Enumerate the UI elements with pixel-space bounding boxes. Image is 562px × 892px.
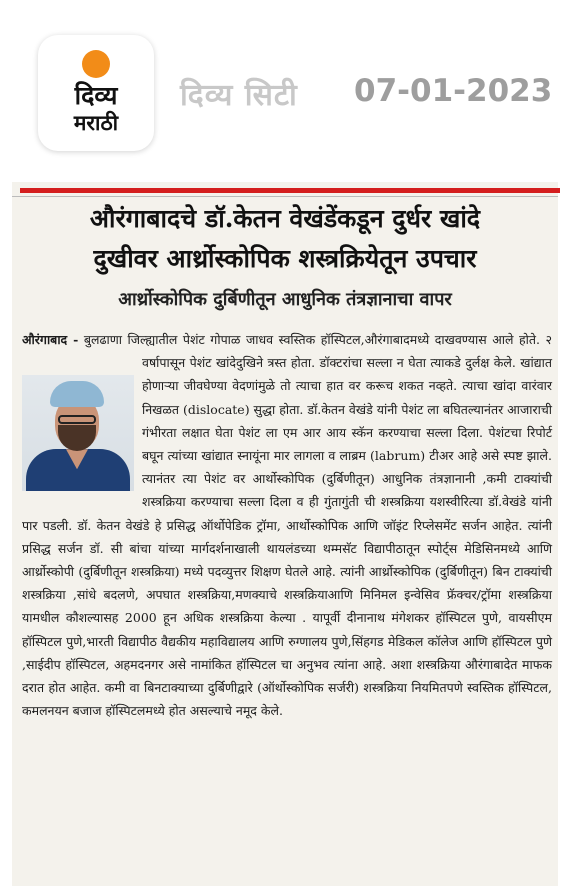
logo-line1: दिव्य <box>74 81 118 110</box>
divya-marathi-logo[interactable] <box>38 35 154 151</box>
subheadline: आर्थ्रोस्कोपिक दुर्बिणीतून आधुनिक तंत्रज्ञानाचा वापर <box>118 289 452 310</box>
headline-line2: दुखीवर आर्थ्रोस्कोपिक शस्त्रक्रियेतून उपचार <box>93 244 477 273</box>
newspaper-clipping <box>12 182 558 886</box>
logo-line2: मराठी <box>73 111 119 135</box>
article-body <box>22 328 552 722</box>
dateline: औरंगाबाद - <box>22 332 79 347</box>
edition-date: 07-01-2023 <box>354 73 553 109</box>
headline-line1: औरंगाबादचे डॉ.केतन वेखंडेंकडून दुर्धर खांदे <box>89 204 481 233</box>
body-intro: बुलढाणा जिल्ह्यातील पेशंट गोपाळ जाधव स्वस्तिक हॉस्पिटल,औरंगाबादमध्ये दाखवण्यास आले होते. २ वर्षापासून पेशंट खांदेदुखिने त्रस्त <box>78 332 552 371</box>
body-main: होता. डॉक्टरांचा सल्ला न घेता त्याकडे दुर्लक्ष केले. खांद्यात होणाऱ्या जीवघेण्या वेदणांमुळे तो त्याचा हात वर करूच शकत नव्हते. त्याचा खांदा वारंवार निखळत (dislocate) सुद्धा होता. डॉ.केतन वेखंडे यांनी पेशंट ला बघितल्यानंतर आजाराची गंभीरता लक्षात घेता पेशंट ला एम आर आय स्कॅन करण्याचा सल्ला दिला. पेशंटचा रिपोर्ट बघून त्यांच्या खांद्यात स्नायूंना मार लागला व लाब्रम (labrum) टीअर आहे असे स्पष्ट झाले. त्यानंतर त्या पेशंट वर आर्थोस्कोपिक (दुर्बिणीतून) आधुनिक तंत्रज्ञानानी ,कमी टाक्यांची शस्त्रक्रिया करण्याचा सल्ला दिला व ही गुंतागुंती ची शस्त्रक्रिया यशस्वीरित्या डॉ.वेखंडे यांनी पार पडली. डॉ. केतन वेखंडे हे प्रसिद्ध ऑर्थोपेडिक ट्रॉमा, आर्थोस्कोपिक आणि जॉइंट रिप्लेसमेंट सर्जन आहेत. त्यांनी प्रसिद्ध सर्जन डॉ. सी बांचा यांच्या मार्गदर्शनाखाली थायलंडच्या थम्मसॅट विद्यापीठातून स्पोर्ट्स मेडिसिनमध्ये आणि आर्थ्रोस्कोपी (दुर्बिणीतून शस्त्रक्रिया) मध्ये पदव्युत्तर शिक्षण घेतले आहे. त्यांनी आर्थ्रोस्कोपिक (दुर्बिणीतून) बिन टाक्यांची शस्त्रक्रिया ,सांधे बदलणे, अपघात शस्त्रक्रिया,मणक्याचे शस्त्रक्रियाआणि मिनिमल इन्वेसिव फ्रॅक्चर/ट्रॉमा शस्त्रक्रिया यामधील कौशल्यासह 2000 हून अधिक शस्त्रक्रिया केल्या . यापूर्वी दीनानाथ मंगेशकर हॉस्पिटल पुणे, वायसीएम हॉस्पिटल पुणे,भारती विद्यापीठ वैद्यकीय महाविद्यालय आणि रुग्णालय पुणे,सिंहगड मेडिकल कॉलेज आणि हॉस्पिटल पुणे ,साईदीप हॉस्पिटल, अहमदनगर असे नामांकित हॉस्पिटल चा अनुभव त्यांना आहे. अशा शस्त्रक्रिया औरंगाबादेत माफक दरात होत आहेत. कमी वा बिनटाक्याच्या दुर्बिणीद्वारे (ऑर्थोस्कोपिक सर्जरी) शस्त्रक्रिया नियमितपणे स्वस्तिक हॉस्पिटल, कमलनयन बजाज हॉस्पिटलमध्ये होत असल्याचे नमूद केले. <box>22 355 552 719</box>
red-rule <box>20 188 560 193</box>
grey-rule <box>12 196 558 197</box>
sun-icon <box>82 50 110 78</box>
brand-title: दिव्य सिटी <box>180 78 298 113</box>
app-header <box>0 0 562 170</box>
doctor-photo <box>22 375 134 491</box>
